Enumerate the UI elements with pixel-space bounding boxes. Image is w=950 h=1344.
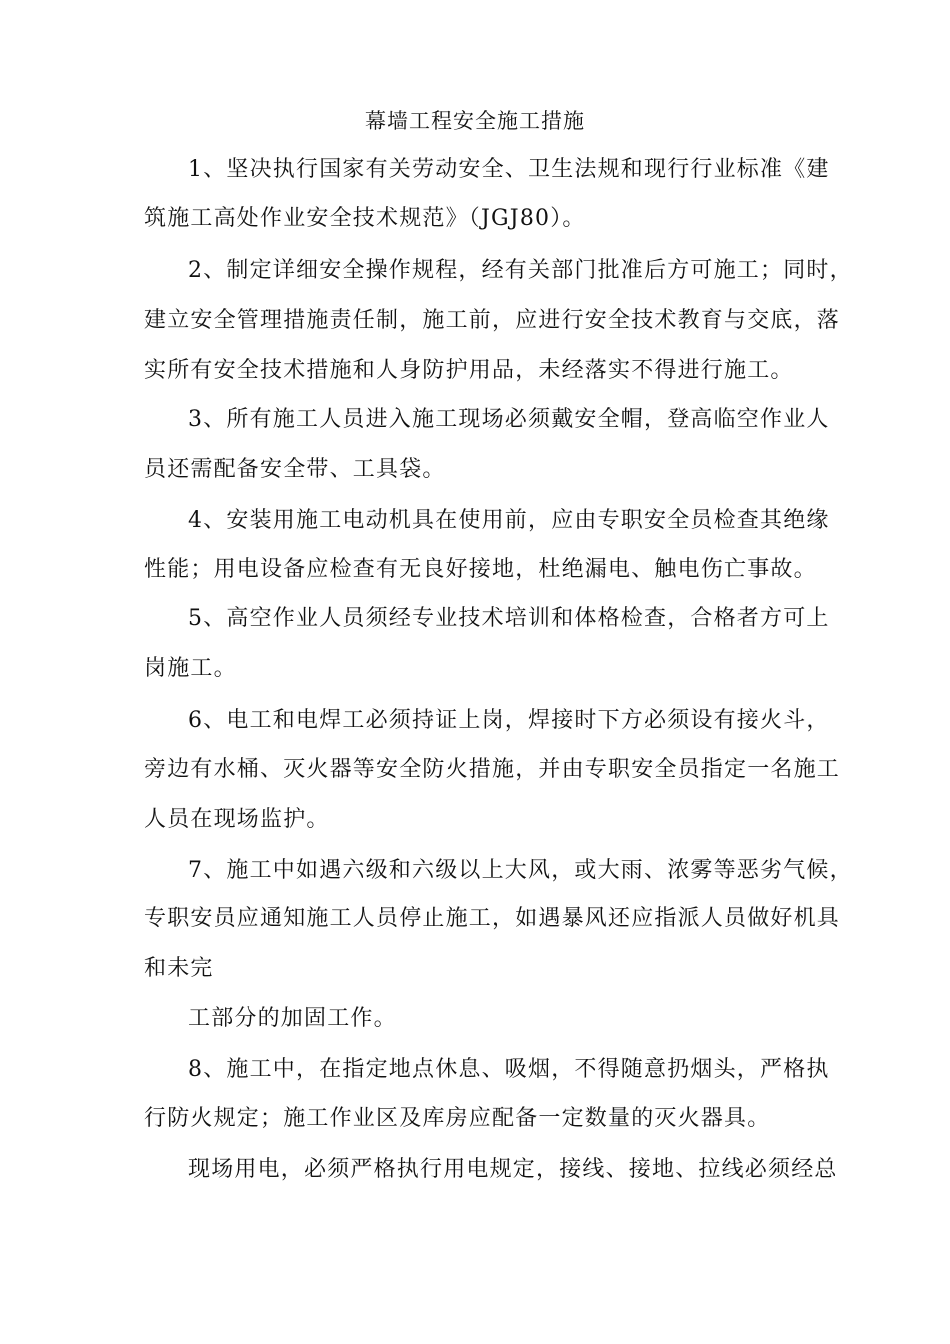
- paragraph-line: 人员在现场监护。: [144, 807, 330, 832]
- paragraph-line: 4、安装用施工电动机具在使用前，应由专职安全员检查其绝缘: [188, 508, 830, 533]
- paragraph-line: 6、电工和电焊工必须持证上岗，焊接时下方必须设有接火斗，: [188, 708, 830, 733]
- paragraph-line: 3、所有施工人员进入施工现场必须戴安全帽，登高临空作业人: [188, 407, 830, 432]
- paragraph-line: 专职安员应通知施工人员停止施工，如遇暴风还应指派人员做好机具: [144, 906, 841, 931]
- paragraph-line: 现场用电，必须严格执行用电规定，接线、接地、拉线必须经总: [188, 1157, 838, 1182]
- paragraph-line: 1、坚决执行国家有关劳动安全、卫生法规和现行行业标准《建: [188, 157, 830, 182]
- paragraph-line: 岗施工。: [144, 656, 237, 681]
- paragraph-line: 5、高空作业人员须经专业技术培训和体格检查，合格者方可上: [188, 606, 830, 631]
- document-title: 幕墙工程安全施工措施: [365, 109, 585, 133]
- paragraph-line: 员还需配备安全带、工具袋。: [144, 457, 446, 482]
- paragraph-line: 筑施工高处作业安全技术规范》（JGJ80）。: [144, 206, 586, 231]
- paragraph-line: 性能；用电设备应检查有无良好接地，杜绝漏电、触电伤亡事故。: [144, 557, 817, 582]
- paragraph-line: 建立安全管理措施责任制，施工前，应进行安全技术教育与交底，落: [144, 308, 841, 333]
- paragraph-line: 和未完: [144, 956, 214, 981]
- paragraph-line: 7、施工中如遇六级和六级以上大风，或大雨、浓雾等恶劣气候，: [188, 858, 853, 883]
- paragraph-line: 旁边有水桶、灭火器等安全防火措施，并由专职安全员指定一名施工: [144, 757, 841, 782]
- paragraph-line: 8、施工中，在指定地点休息、吸烟，不得随意扔烟头，严格执: [188, 1057, 830, 1082]
- paragraph-line: 实所有安全技术措施和人身防护用品，未经落实不得进行施工。: [144, 358, 794, 383]
- paragraph-line: 行防火规定；施工作业区及库房应配备一定数量的灭火器具。: [144, 1106, 771, 1131]
- paragraph-line: 2、制定详细安全操作规程，经有关部门批准后方可施工；同时，: [188, 258, 853, 283]
- paragraph-line: 工部分的加固工作。: [188, 1006, 397, 1031]
